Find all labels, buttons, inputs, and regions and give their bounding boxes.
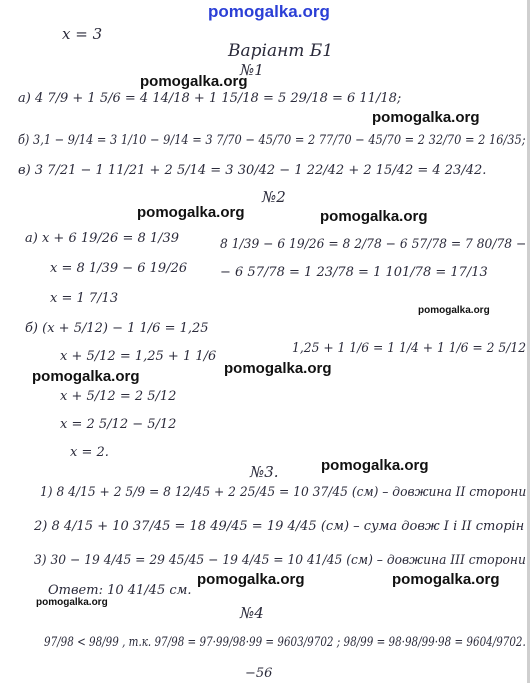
- task-4-line: 97/98 < 98/99 , т.к. 97/98 = 97·99/98·99 = 9603/9702 ; 98/99 = 98·98/99·98 = 9604/9702.: [44, 635, 526, 650]
- watermark: pomogalka.org: [197, 571, 305, 588]
- task-2b-side: 1,25 + 1 1/6 = 1 1/4 + 1 1/6 = 2 5/12: [292, 341, 527, 356]
- watermark: pomogalka.org: [137, 204, 245, 221]
- task-2a-line1: а) x + 6 19/26 = 8 1/39: [25, 231, 180, 246]
- task-2a-line3: x = 1 7/13: [50, 291, 119, 306]
- x-note: x = 3: [62, 25, 103, 43]
- task-1v: в) 3 7/21 − 1 11/21 + 2 5/14 = 3 30/42 − 1 22/42 + 2 15/42 = 4 23/42.: [18, 163, 487, 178]
- variant-title: Варiант Б1: [228, 41, 334, 61]
- task-2b-line1: б) (x + 5/12) − 1 1/6 = 1,25: [25, 321, 209, 336]
- watermark: pomogalka.org: [224, 360, 332, 377]
- task-2a-line2: x = 8 1/39 − 6 19/26: [50, 261, 188, 276]
- watermark: pomogalka.org: [140, 73, 248, 90]
- task-2a-side2: − 6 57/78 = 1 23/78 = 1 101/78 = 17/13: [220, 265, 488, 280]
- watermark: pomogalka.org: [372, 109, 480, 126]
- watermark: pomogalka.org: [32, 368, 140, 385]
- task-2b-line2: x + 5/12 = 1,25 + 1 1/6: [60, 349, 217, 364]
- watermark: pomogalka.org: [418, 305, 490, 316]
- task-2-heading: №2: [262, 188, 286, 206]
- page-number: −56: [245, 666, 273, 681]
- task-3-step1: 1) 8 4/15 + 2 5/9 = 8 12/45 + 2 25/45 = 10 37/45 (см) – довжина ІІ сторони: [40, 485, 527, 500]
- watermark: pomogalka.org: [392, 571, 500, 588]
- task-3-step3: 3) 30 − 19 4/45 = 29 45/45 − 19 4/45 = 10 41/45 (см) – довжина ІІІ сторони: [34, 553, 526, 568]
- task-4-heading: №4: [240, 604, 264, 622]
- task-3-step2: 2) 8 4/15 + 10 37/45 = 18 49/45 = 19 4/45 (см) – сума довж І і ІІ сторін: [34, 519, 525, 534]
- task-3-heading: №3.: [250, 463, 279, 481]
- task-2b-line4: x = 2 5/12 − 5/12: [60, 417, 177, 432]
- task-2b-line3: x + 5/12 = 2 5/12: [60, 389, 177, 404]
- watermark: pomogalka.org: [36, 597, 108, 608]
- site-watermark-top: pomogalka.org: [208, 2, 330, 21]
- task-1b: б) 3,1 − 9/14 = 3 1/10 − 9/14 = 3 7/70 − 45/70 = 2 77/70 − 45/70 = 2 32/70 = 2 16/35;: [18, 133, 526, 148]
- watermark: pomogalka.org: [321, 457, 429, 474]
- task-2a-side1: 8 1/39 − 6 19/26 = 8 2/78 − 6 57/78 = 7 80/78 −: [220, 237, 527, 252]
- task-1-heading: №1: [240, 61, 264, 79]
- watermark: pomogalka.org: [320, 208, 428, 225]
- answer: Ответ: 10 41/45 см.: [48, 583, 192, 598]
- task-2b-line5: x = 2.: [70, 445, 109, 460]
- task-1a: а) 4 7/9 + 1 5/6 = 4 14/18 + 1 15/18 = 5 29/18 = 6 11/18;: [18, 91, 402, 106]
